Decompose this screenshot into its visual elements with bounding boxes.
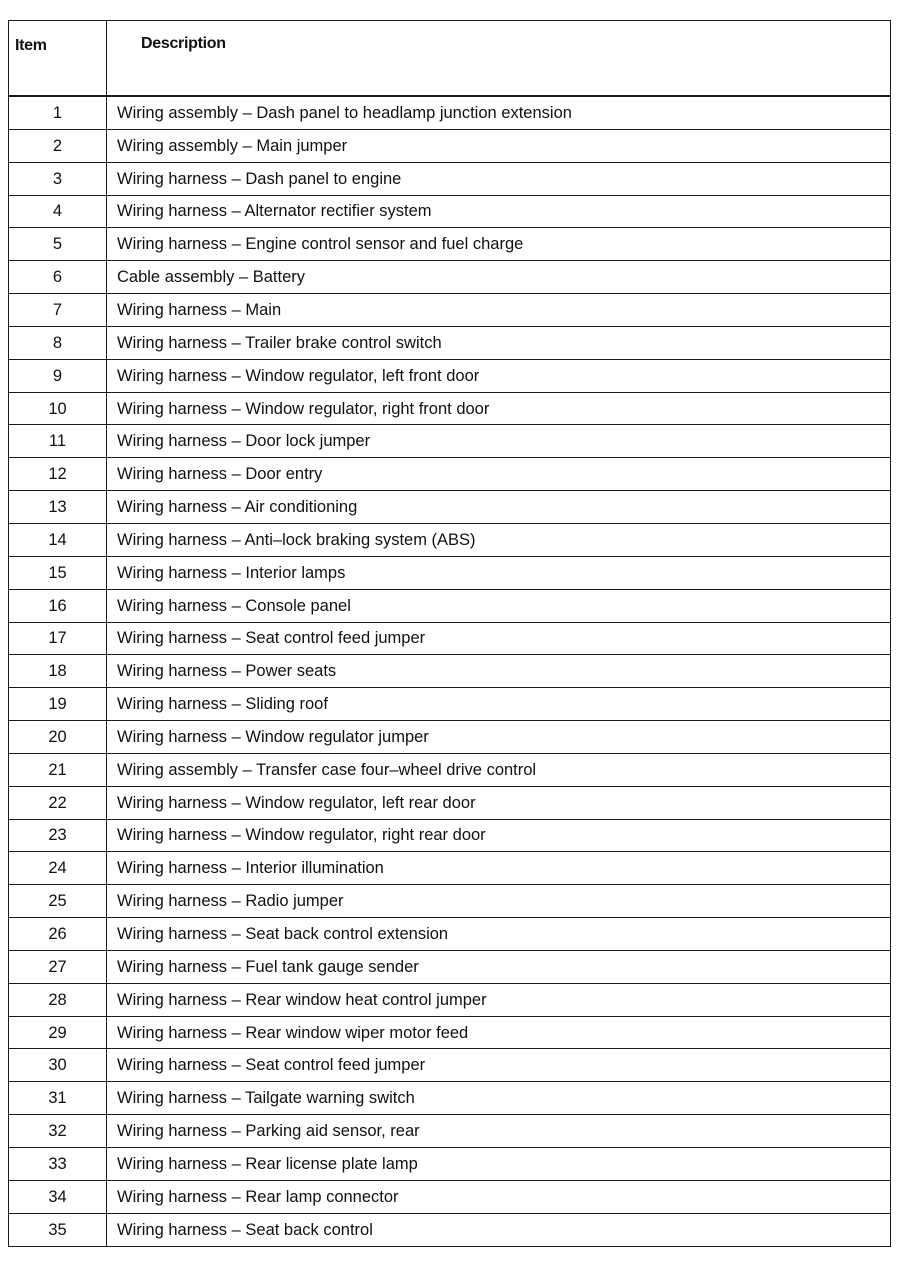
item-column-header: Item — [9, 21, 107, 97]
table-row — [9, 162, 891, 195]
table-row — [9, 1082, 891, 1115]
table-row — [9, 721, 891, 754]
table-row — [9, 885, 891, 918]
table-row — [9, 819, 891, 852]
item-number-cell: 23 — [9, 819, 107, 852]
item-number-cell: 33 — [9, 1148, 107, 1181]
table-row — [9, 392, 891, 425]
item-number-cell: 19 — [9, 688, 107, 721]
table-row — [9, 326, 891, 359]
table-row — [9, 96, 891, 129]
table-row — [9, 261, 891, 294]
description-cell: Wiring harness – Engine control sensor and fuel charge — [107, 228, 891, 261]
description-cell: Wiring harness – Trailer brake control switch — [107, 326, 891, 359]
description-cell: Wiring harness – Anti–lock braking system (ABS) — [107, 523, 891, 556]
description-cell: Wiring harness – Alternator rectifier system — [107, 195, 891, 228]
table-row — [9, 753, 891, 786]
table-row — [9, 491, 891, 524]
description-column-header: Description — [107, 21, 891, 97]
description-cell: Wiring harness – Interior lamps — [107, 556, 891, 589]
item-number-cell: 27 — [9, 950, 107, 983]
item-number-cell: 6 — [9, 261, 107, 294]
table-row — [9, 425, 891, 458]
table-row — [9, 589, 891, 622]
item-number-cell: 29 — [9, 1016, 107, 1049]
wiring-table-container — [8, 20, 890, 1247]
item-number-cell: 9 — [9, 359, 107, 392]
description-cell: Wiring harness – Interior illumination — [107, 852, 891, 885]
table-row — [9, 1016, 891, 1049]
item-number-cell: 12 — [9, 458, 107, 491]
table-row — [9, 1115, 891, 1148]
table-row — [9, 918, 891, 951]
description-cell: Wiring harness – Sliding roof — [107, 688, 891, 721]
description-cell: Wiring harness – Parking aid sensor, rear — [107, 1115, 891, 1148]
item-number-cell: 1 — [9, 96, 107, 129]
description-cell: Wiring harness – Rear window wiper motor feed — [107, 1016, 891, 1049]
item-number-cell: 30 — [9, 1049, 107, 1082]
item-number-cell: 24 — [9, 852, 107, 885]
table-row — [9, 950, 891, 983]
item-number-cell: 2 — [9, 129, 107, 162]
table-row — [9, 1213, 891, 1246]
description-cell: Wiring harness – Radio jumper — [107, 885, 891, 918]
item-number-cell: 7 — [9, 294, 107, 327]
wiring-items-table — [8, 20, 891, 1247]
table-row — [9, 1180, 891, 1213]
description-cell: Wiring harness – Power seats — [107, 655, 891, 688]
table-row — [9, 1049, 891, 1082]
description-cell: Wiring harness – Rear lamp connector — [107, 1180, 891, 1213]
table-row — [9, 195, 891, 228]
description-cell: Wiring assembly – Transfer case four–wheel drive control — [107, 753, 891, 786]
description-cell: Wiring harness – Window regulator, left front door — [107, 359, 891, 392]
description-cell: Wiring harness – Console panel — [107, 589, 891, 622]
description-cell: Wiring harness – Tailgate warning switch — [107, 1082, 891, 1115]
description-cell: Wiring harness – Seat back control — [107, 1213, 891, 1246]
description-cell: Wiring harness – Dash panel to engine — [107, 162, 891, 195]
table-row — [9, 129, 891, 162]
description-cell: Cable assembly – Battery — [107, 261, 891, 294]
description-cell: Wiring harness – Seat control feed jumper — [107, 1049, 891, 1082]
item-number-cell: 34 — [9, 1180, 107, 1213]
item-number-cell: 4 — [9, 195, 107, 228]
item-number-cell: 35 — [9, 1213, 107, 1246]
description-cell: Wiring harness – Fuel tank gauge sender — [107, 950, 891, 983]
item-number-cell: 5 — [9, 228, 107, 261]
item-number-cell: 10 — [9, 392, 107, 425]
item-number-cell: 26 — [9, 918, 107, 951]
description-cell: Wiring harness – Main — [107, 294, 891, 327]
table-row — [9, 688, 891, 721]
item-number-cell: 8 — [9, 326, 107, 359]
item-number-cell: 31 — [9, 1082, 107, 1115]
table-row — [9, 294, 891, 327]
description-cell: Wiring harness – Rear window heat control jumper — [107, 983, 891, 1016]
item-number-cell: 32 — [9, 1115, 107, 1148]
description-cell: Wiring assembly – Dash panel to headlamp junction extension — [107, 96, 891, 129]
table-body — [9, 96, 891, 1246]
item-number-cell: 28 — [9, 983, 107, 1016]
table-row — [9, 655, 891, 688]
description-cell: Wiring harness – Air conditioning — [107, 491, 891, 524]
description-cell: Wiring harness – Seat back control extension — [107, 918, 891, 951]
table-row — [9, 228, 891, 261]
item-number-cell: 13 — [9, 491, 107, 524]
item-number-cell: 3 — [9, 162, 107, 195]
table-row — [9, 458, 891, 491]
description-cell: Wiring harness – Window regulator, left rear door — [107, 786, 891, 819]
description-cell: Wiring assembly – Main jumper — [107, 129, 891, 162]
item-number-cell: 17 — [9, 622, 107, 655]
item-number-cell: 16 — [9, 589, 107, 622]
item-number-cell: 11 — [9, 425, 107, 458]
item-number-cell: 14 — [9, 523, 107, 556]
item-number-cell: 20 — [9, 721, 107, 754]
description-cell: Wiring harness – Door entry — [107, 458, 891, 491]
item-number-cell: 15 — [9, 556, 107, 589]
table-row — [9, 983, 891, 1016]
item-number-cell: 22 — [9, 786, 107, 819]
description-cell: Wiring harness – Window regulator, right front door — [107, 392, 891, 425]
item-number-cell: 25 — [9, 885, 107, 918]
description-cell: Wiring harness – Rear license plate lamp — [107, 1148, 891, 1181]
item-number-cell: 18 — [9, 655, 107, 688]
table-row — [9, 1148, 891, 1181]
item-number-cell: 21 — [9, 753, 107, 786]
table-header-row — [9, 21, 891, 97]
table-row — [9, 622, 891, 655]
description-cell: Wiring harness – Seat control feed jumper — [107, 622, 891, 655]
table-row — [9, 556, 891, 589]
table-row — [9, 359, 891, 392]
description-cell: Wiring harness – Door lock jumper — [107, 425, 891, 458]
table-row — [9, 786, 891, 819]
table-row — [9, 523, 891, 556]
table-row — [9, 852, 891, 885]
description-cell: Wiring harness – Window regulator, right rear door — [107, 819, 891, 852]
description-cell: Wiring harness – Window regulator jumper — [107, 721, 891, 754]
